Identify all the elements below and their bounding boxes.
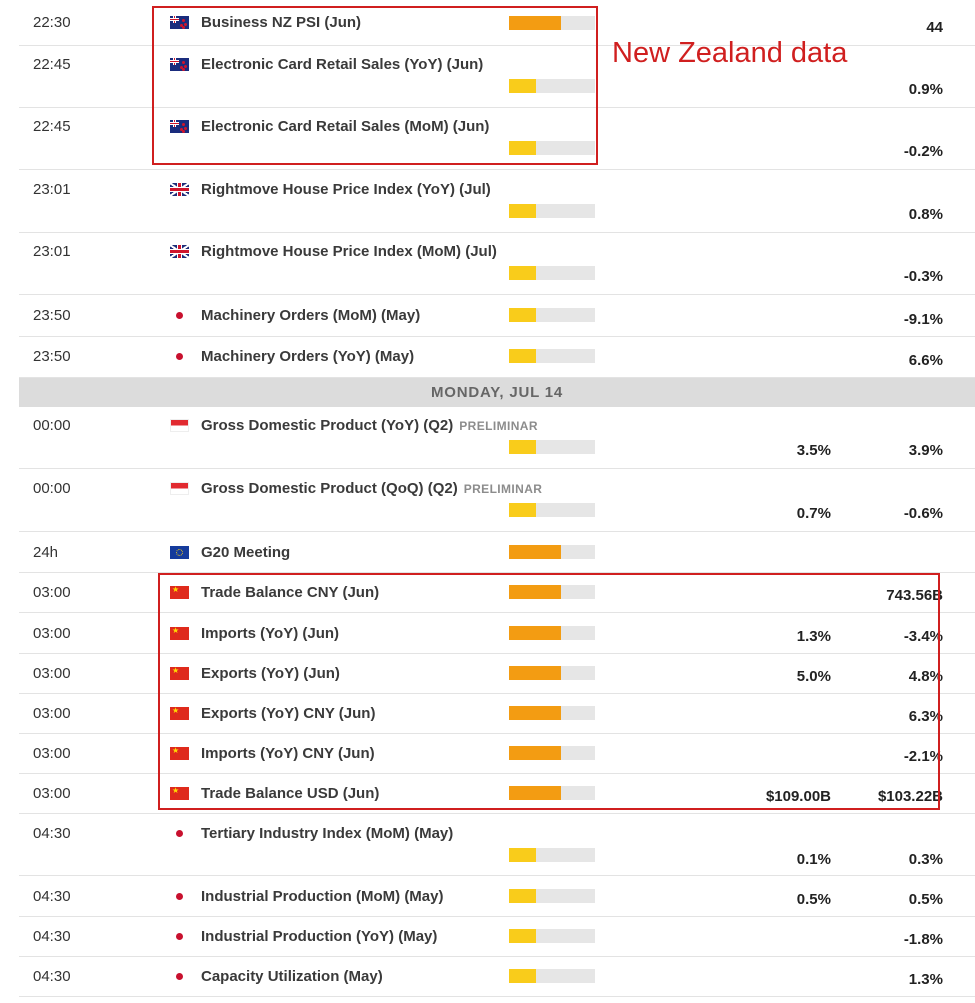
event-time: 04:30	[33, 888, 71, 905]
event-name-text[interactable]: Rightmove House Price Index (MoM) (Jul)	[201, 243, 497, 260]
event-row[interactable]	[19, 233, 975, 295]
impact-bar	[509, 889, 595, 903]
previous-value: $103.22B	[877, 788, 943, 805]
event-time: 04:30	[33, 825, 71, 842]
event-time: 22:45	[33, 56, 71, 73]
event-name[interactable]	[201, 417, 538, 434]
impact-bar	[509, 204, 595, 218]
event-name[interactable]	[201, 928, 437, 945]
event-time: 23:01	[33, 243, 71, 260]
impact-bar-fill	[509, 440, 536, 454]
previous-value: 0.9%	[908, 81, 943, 98]
impact-bar-fill	[509, 848, 536, 862]
previous-value: 0.3%	[908, 851, 943, 868]
preliminary-tag: PRELIMINAR	[459, 419, 538, 433]
event-row[interactable]	[19, 533, 975, 573]
event-name-text[interactable]: Exports (YoY) (Jun)	[201, 665, 340, 682]
event-row[interactable]	[19, 957, 975, 997]
previous-value: -0.3%	[903, 268, 943, 285]
previous-value: -9.1%	[903, 311, 943, 328]
event-row[interactable]	[19, 171, 975, 233]
event-row[interactable]	[19, 296, 975, 337]
event-name[interactable]	[201, 181, 491, 198]
previous-value: -2.1%	[903, 748, 943, 765]
event-name-text[interactable]: Gross Domestic Product (QoQ) (Q2)	[201, 480, 458, 497]
event-name-text[interactable]: Imports (YoY) CNY (Jun)	[201, 745, 375, 762]
japan-flag-icon	[170, 309, 189, 322]
previous-value: 3.9%	[908, 442, 943, 459]
event-name-text[interactable]: Industrial Production (MoM) (May)	[201, 888, 444, 905]
event-name[interactable]	[201, 348, 414, 365]
event-time: 23:50	[33, 307, 71, 324]
event-name[interactable]	[201, 243, 497, 260]
japan-flag-icon	[170, 970, 189, 983]
impact-bar-fill	[509, 266, 536, 280]
uk-flag-icon	[170, 183, 189, 196]
annotation-label: New Zealand data	[612, 37, 848, 69]
event-name-text[interactable]: Business NZ PSI (Jun)	[201, 14, 362, 31]
event-name-text[interactable]: Machinery Orders (YoY) (May)	[201, 348, 415, 365]
forecast-value: $109.00B	[765, 788, 831, 805]
event-name[interactable]	[201, 968, 383, 985]
event-name-text[interactable]: Electronic Card Retail Sales (YoY) (Jun)	[201, 56, 484, 73]
event-name-text[interactable]: Gross Domestic Product (YoY) (Q2)	[201, 417, 454, 434]
event-name-text[interactable]: Imports (YoY) (Jun)	[201, 625, 340, 642]
impact-bar-fill	[509, 349, 536, 363]
impact-bar-fill	[509, 545, 561, 559]
event-name-text[interactable]: Machinery Orders (MoM) (May)	[201, 307, 421, 324]
eu-flag-icon	[170, 546, 189, 559]
event-time: 04:30	[33, 968, 71, 985]
impact-bar	[509, 503, 595, 517]
event-name-text[interactable]: Electronic Card Retail Sales (MoM) (Jun)	[201, 118, 490, 135]
previous-value: 4.8%	[908, 668, 943, 685]
event-name[interactable]	[201, 544, 290, 561]
japan-flag-icon	[170, 930, 189, 943]
event-row[interactable]	[19, 337, 975, 378]
event-time: 03:00	[33, 745, 71, 762]
previous-value: 0.5%	[908, 891, 943, 908]
event-time: 00:00	[33, 417, 71, 434]
event-time: 03:00	[33, 705, 71, 722]
event-row[interactable]	[19, 407, 975, 469]
event-time: 23:01	[33, 181, 71, 198]
preliminary-tag: PRELIMINAR	[463, 482, 543, 496]
impact-bar-fill	[509, 204, 536, 218]
forecast-value: 1.3%	[796, 628, 831, 645]
event-name-text[interactable]: Exports (YoY) CNY (Jun)	[201, 705, 376, 722]
event-row[interactable]	[19, 814, 975, 876]
impact-bar-fill	[509, 929, 536, 943]
event-name-text[interactable]: Industrial Production (YoY) (May)	[201, 928, 438, 945]
event-row[interactable]	[19, 877, 975, 917]
impact-bar	[509, 545, 595, 559]
uk-flag-icon	[170, 245, 189, 258]
previous-value: -3.4%	[903, 628, 943, 645]
impact-bar	[509, 308, 595, 322]
impact-bar-fill	[509, 969, 536, 983]
previous-value: -1.8%	[903, 931, 943, 948]
event-name-text[interactable]: Rightmove House Price Index (YoY) (Jul)	[201, 181, 491, 198]
event-row[interactable]	[19, 917, 975, 957]
event-name[interactable]	[201, 888, 443, 905]
new-zealand-highlight-box	[152, 6, 598, 165]
previous-value: 743.56B	[886, 587, 943, 604]
event-time: 03:00	[33, 665, 71, 682]
forecast-value: 5.0%	[796, 668, 831, 685]
event-time: 03:00	[33, 584, 71, 601]
forecast-value: 3.5%	[796, 442, 831, 459]
event-name-text[interactable]: Tertiary Industry Index (MoM) (May)	[201, 825, 454, 842]
event-time: 22:45	[33, 118, 71, 135]
event-time: 24h	[33, 544, 59, 561]
singapore-flag-icon	[170, 482, 189, 495]
event-time: 04:30	[33, 928, 71, 945]
previous-value: 6.3%	[908, 708, 943, 725]
event-time: 23:50	[33, 348, 71, 365]
event-time: 03:00	[33, 785, 71, 802]
event-time: 03:00	[33, 625, 71, 642]
previous-value: 44	[926, 19, 943, 36]
forecast-value: 0.7%	[796, 505, 831, 522]
singapore-flag-icon	[170, 419, 189, 432]
event-name[interactable]	[201, 825, 453, 842]
previous-value: -0.6%	[903, 505, 943, 522]
previous-value: 1.3%	[908, 971, 943, 988]
japan-flag-icon	[170, 890, 189, 903]
forecast-value: 0.1%	[796, 851, 831, 868]
forecast-value: 0.5%	[796, 891, 831, 908]
event-name-text[interactable]: G20 Meeting	[201, 544, 291, 561]
impact-bar-fill	[509, 503, 536, 517]
event-row[interactable]	[19, 470, 975, 532]
previous-value: 0.8%	[908, 206, 943, 223]
china-highlight-box	[158, 573, 940, 810]
impact-bar	[509, 929, 595, 943]
event-name-text[interactable]: Trade Balance CNY (Jun)	[201, 584, 380, 601]
impact-bar-fill	[509, 308, 536, 322]
event-time: 22:30	[33, 14, 71, 31]
previous-value: -0.2%	[903, 143, 943, 160]
event-name-text[interactable]: Trade Balance USD (Jun)	[201, 785, 380, 802]
impact-bar-fill	[509, 889, 536, 903]
impact-bar	[509, 266, 595, 280]
event-name[interactable]	[201, 480, 542, 497]
japan-flag-icon	[170, 827, 189, 840]
impact-bar	[509, 848, 595, 862]
impact-bar	[509, 349, 595, 363]
previous-value: 6.6%	[908, 352, 943, 369]
japan-flag-icon	[170, 350, 189, 363]
impact-bar	[509, 969, 595, 983]
event-name[interactable]	[201, 307, 420, 324]
event-time: 00:00	[33, 480, 71, 497]
impact-bar	[509, 440, 595, 454]
day-header: MONDAY, JUL 14	[19, 378, 975, 407]
event-name-text[interactable]: Capacity Utilization (May)	[201, 968, 383, 985]
